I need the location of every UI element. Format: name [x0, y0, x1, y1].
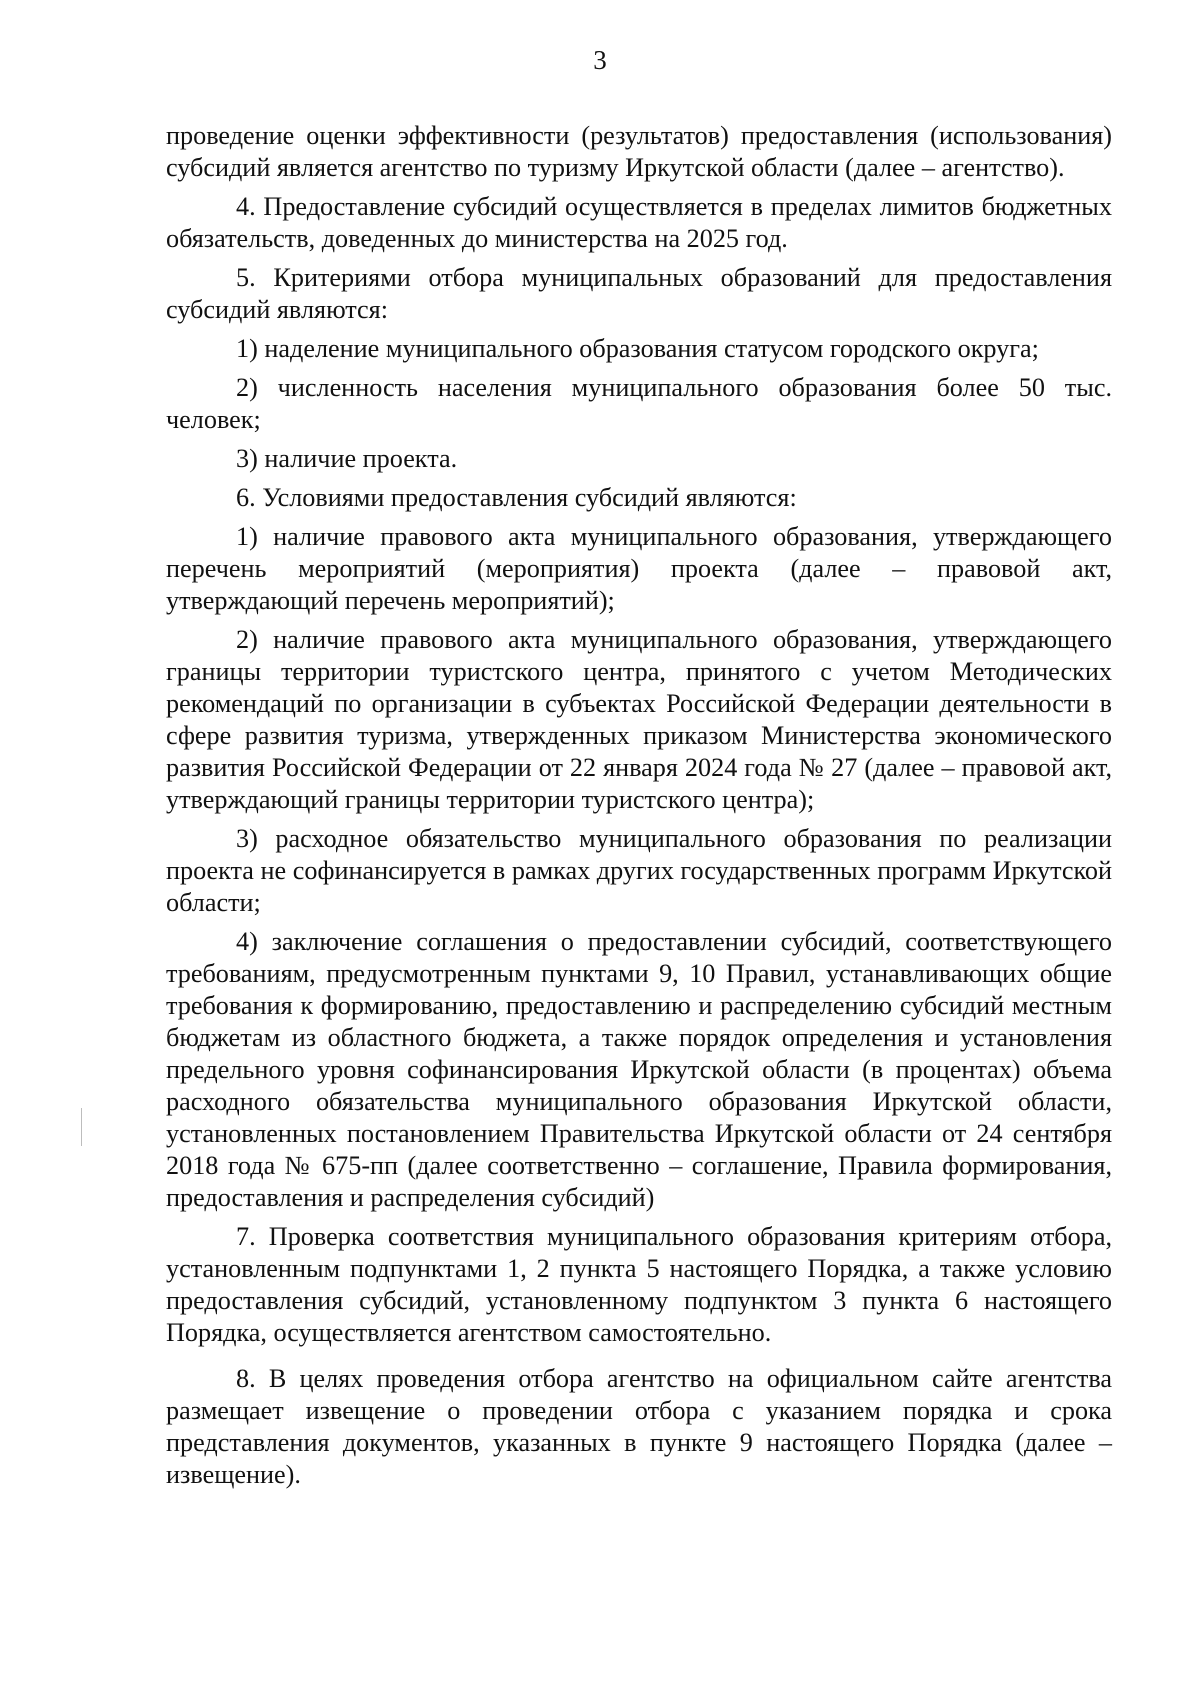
paragraph-item-8: 8. В целях проведения отбора агентство на официальном сайте агентства размещает извещение о проведении отбора с указанием порядка и срока представления документов, указанных в пункте 9 настоящего Порядка (далее – извещение). [166, 1364, 1112, 1489]
paragraph-item-5: 5. Критериями отбора муниципальных образований для предоставления субсидий являются: [166, 263, 1112, 324]
page-number: 3 [593, 45, 607, 75]
subitem-6-4: 4) заключение соглашения о предоставлении субсидий, соответствующего требованиям, предусмотренным пунктами 9, 10 Правил, устанавливающих общие требования к формированию, предоставлению и распределению субсидий местным бюджетам из областного бюджета, а также порядок определения и установления предельного уровня софинансирования Иркутской области (в процентах) объема расходного обязательства муниципального образования Иркутской области, установленных постановлением Правительства Иркутской области от 24 сентября 2018 года № 675-пп (далее соответственно – соглашение, Правила формирования, предоставления и распределения субсидий) [166, 927, 1112, 1212]
subitem-5-1: 1) наделение муниципального образования статусом городского округа; [236, 334, 1039, 363]
paragraph-item-7: 7. Проверка соответствия муниципального образования критериям отбора, установленным подпунктами 1, 2 пункта 5 настоящего Порядка, а также условию предоставления субсидий, установленному подпунктом 3 пункта 6 настоящего Порядка, осуществляется агентством самостоятельно. [166, 1222, 1112, 1347]
subitem-5-3: 3) наличие проекта. [236, 444, 458, 473]
paragraph-continuation: проведение оценки эффективности (результатов) предоставления (использования) субсидий является агентство по туризму Иркутской области (далее – агентство). [166, 121, 1112, 182]
subitem-6-1: 1) наличие правового акта муниципального образования, утверждающего перечень мероприятий (мероприятия) проекта (далее – правовой акт, утверждающий перечень мероприятий); [166, 522, 1112, 615]
subitem-6-3: 3) расходное обязательство муниципального образования по реализации проекта не софинансируется в рамках других государственных программ Иркутской области; [166, 824, 1112, 917]
paragraph-item-4: 4. Предоставление субсидий осуществляется в пределах лимитов бюджетных обязательств, доведенных до министерства на 2025 год. [166, 192, 1112, 253]
paragraph-item-6: 6. Условиями предоставления субсидий являются: [236, 483, 797, 512]
scan-margin-mark [81, 1108, 82, 1146]
document-body [166, 120, 1112, 1491]
subitem-5-2: 2) численность населения муниципального образования более 50 тыс. человек; [166, 373, 1112, 434]
subitem-6-2: 2) наличие правового акта муниципального образования, утверждающего границы территории туристского центра, принятого с учетом Методических рекомендаций по организации в субъектах Российской Федерации деятельности в сфере развития туризма, утвержденных приказом Министерства экономического развития Российской Федерации от 22 января 2024 года № 27 (далее – правовой акт, утверждающий границы территории туристского центра); [166, 625, 1112, 814]
